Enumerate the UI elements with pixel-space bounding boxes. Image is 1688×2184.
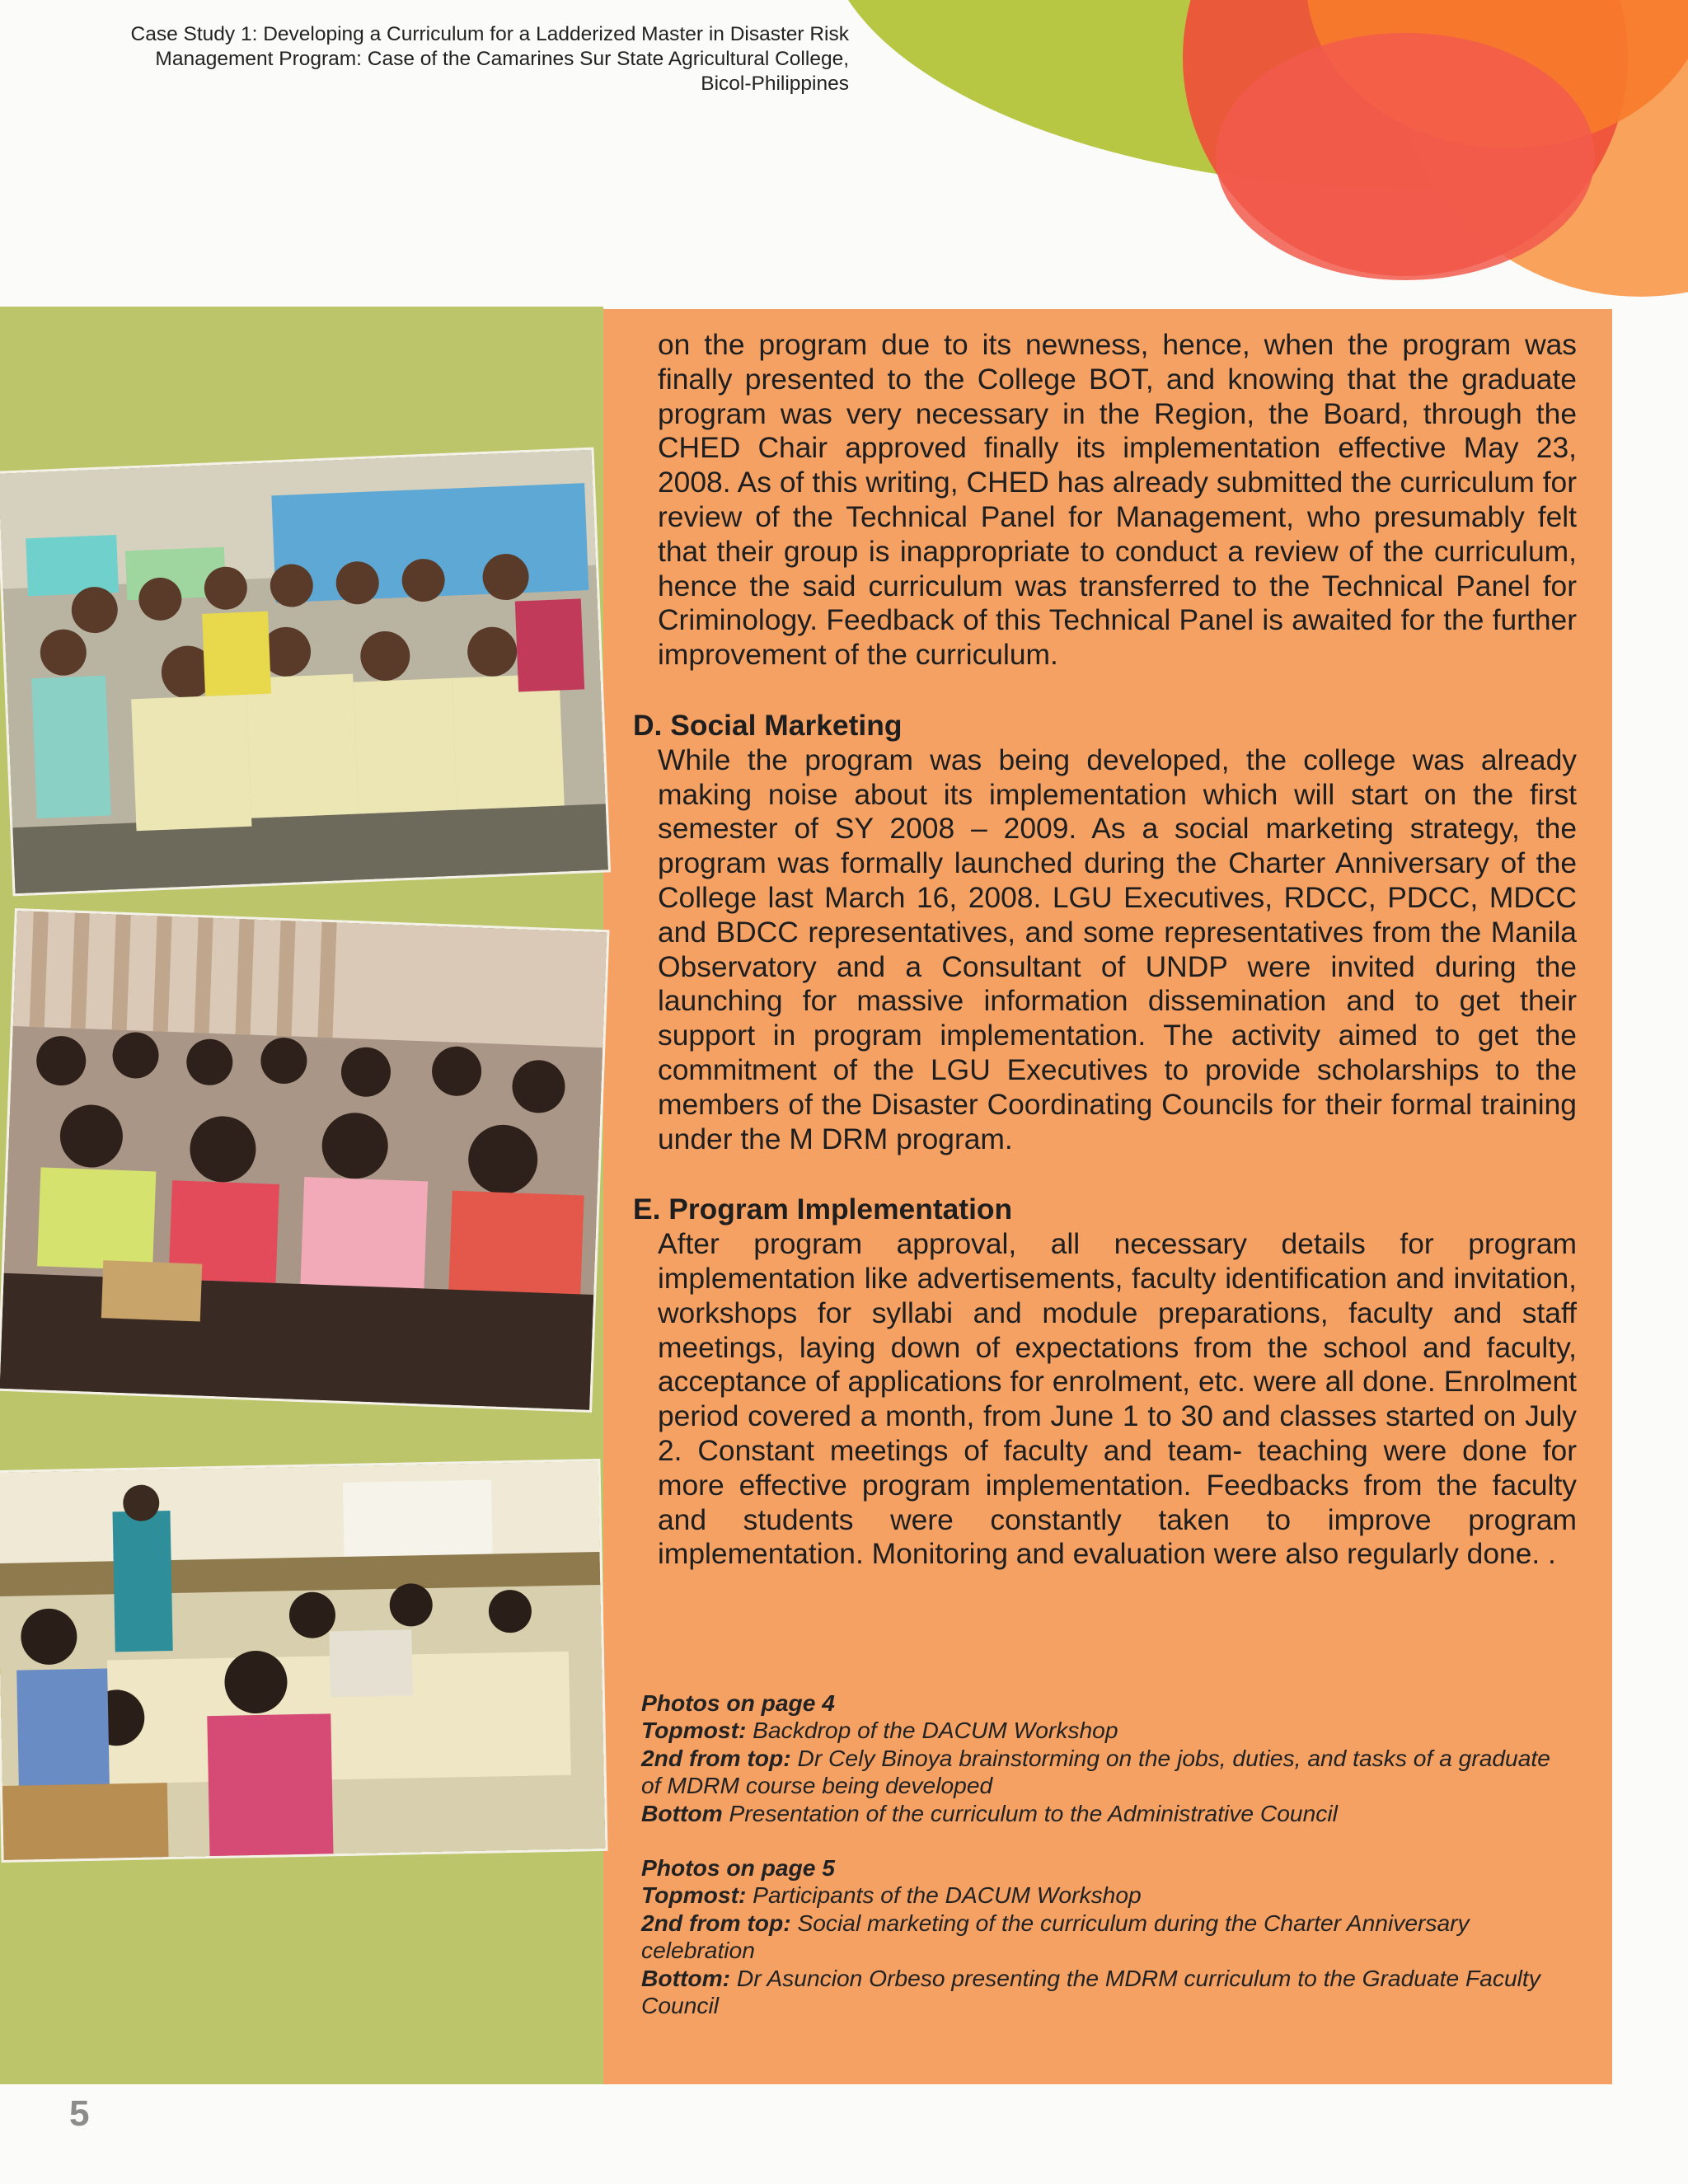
caption-item: [641, 1800, 1556, 1827]
caption-item: [641, 1965, 1556, 2020]
header-line: Management Program: Case of the Camarines Sur State Agricultural College,: [155, 48, 849, 70]
caption-group-page5: [641, 1854, 1556, 2019]
caption-label: Bottom: [641, 1799, 723, 1826]
intro-paragraph: on the program due to its newness, hence, when the program was finally presented to the College BOT, and knowing that the graduate program was very necessary in the Region, the Board, through the CHED Chair approved finally its implementation effective May 23, 2008. As of this writing, CHED has already submitted the curriculum for review of the Technical Panel for Management, who presumably felt that their group is inappropriate to conduct a review of the curriculum, hence the said curriculum was transferred to the Technical Panel for Criminology. Feedback of this Technical Panel is awaited for the further improvement of the curriculum.: [658, 328, 1577, 672]
caption-text: Participants of the DACUM Workshop: [746, 1882, 1142, 1909]
photo-curriculum-presentation: [0, 1461, 605, 1860]
header-line: Bicol-Philippines: [701, 73, 849, 95]
header-line: Case Study 1: Developing a Curriculum for a Ladderized Master in Disaster Risk: [130, 23, 849, 45]
caption-label: Topmost:: [641, 1882, 747, 1909]
caption-text: Dr Cely Binoya brainstorming on the jobs, duties, and tasks of a graduate of MDRM course being developed: [641, 1744, 1550, 1799]
caption-text: Social marketing of the curriculum during the Charter Anniversary celebration: [641, 1909, 1470, 1964]
running-header: [33, 22, 849, 96]
photo-charter-anniversary-audience: [0, 911, 607, 1410]
section-paragraph-social-marketing: While the program was being developed, the college was already making noise about its implementation which will start on the first semester of SY 2008 – 2009. As a social marketing strategy, the program was formally launched during the Charter Anniversary of the College last March 16, 2008. LGU Executives, RDCC, PDCC, MDCC and BDCC representatives, and some representatives from the Manila Observatory and a Consultant of UNDP were invited during the launching for massive information dissemination and to get their support in program implementation. The activity aimed to get the commitment of the LGU Executives to provide scholarships to the members of the Disaster Coordinating Councils for their formal training under the M DRM program.: [658, 743, 1577, 1155]
caption-item: [641, 1910, 1556, 1965]
caption-label: Bottom:: [641, 1964, 731, 1991]
caption-title: Photos on page 4: [641, 1690, 835, 1716]
caption-label: 2nd from top:: [641, 1744, 791, 1771]
caption-group-page4: [641, 1690, 1556, 1827]
section-paragraph-program-implementation: After program approval, all necessary details for program implementation like advertisements, faculty identification and invitation, workshops for syllabi and module preparations, faculty and staff meetings, laying down of expectations from the school and faculty, acceptance of applications for enrolment, etc. were all done. Enrolment period covered a month, from June 1 to 30 and classes started on July 2. Constant meetings of faculty and team- teaching were done for more effective program implementation. Feedbacks from the faculty and students were constantly taken to improve program implementation. Monitoring and evaluation were also regularly done. .: [658, 1227, 1577, 1571]
main-text-column: [633, 328, 1577, 1572]
caption-item: [641, 1882, 1556, 1909]
caption-text: Backdrop of the DACUM Workshop: [746, 1717, 1118, 1744]
caption-item: [641, 1717, 1556, 1744]
caption-item: [641, 1745, 1556, 1800]
caption-label: Topmost:: [641, 1717, 747, 1744]
section-heading-social-marketing: D. Social Marketing: [633, 708, 903, 742]
caption-text: Presentation of the curriculum to the Administrative Council: [722, 1799, 1338, 1826]
page-number: 5: [69, 2093, 90, 2134]
pink-circle-shape: [1216, 33, 1595, 280]
photo-captions: [641, 1690, 1556, 2046]
caption-text: Dr Asuncion Orbeso presenting the MDRM curriculum to the Graduate Faculty Council: [641, 1964, 1540, 2019]
photo-workshop-participants: [0, 450, 608, 893]
caption-title: Photos on page 5: [641, 1854, 835, 1882]
caption-label: 2nd from top:: [641, 1909, 791, 1936]
section-heading-program-implementation: E. Program Implementation: [633, 1193, 1013, 1226]
